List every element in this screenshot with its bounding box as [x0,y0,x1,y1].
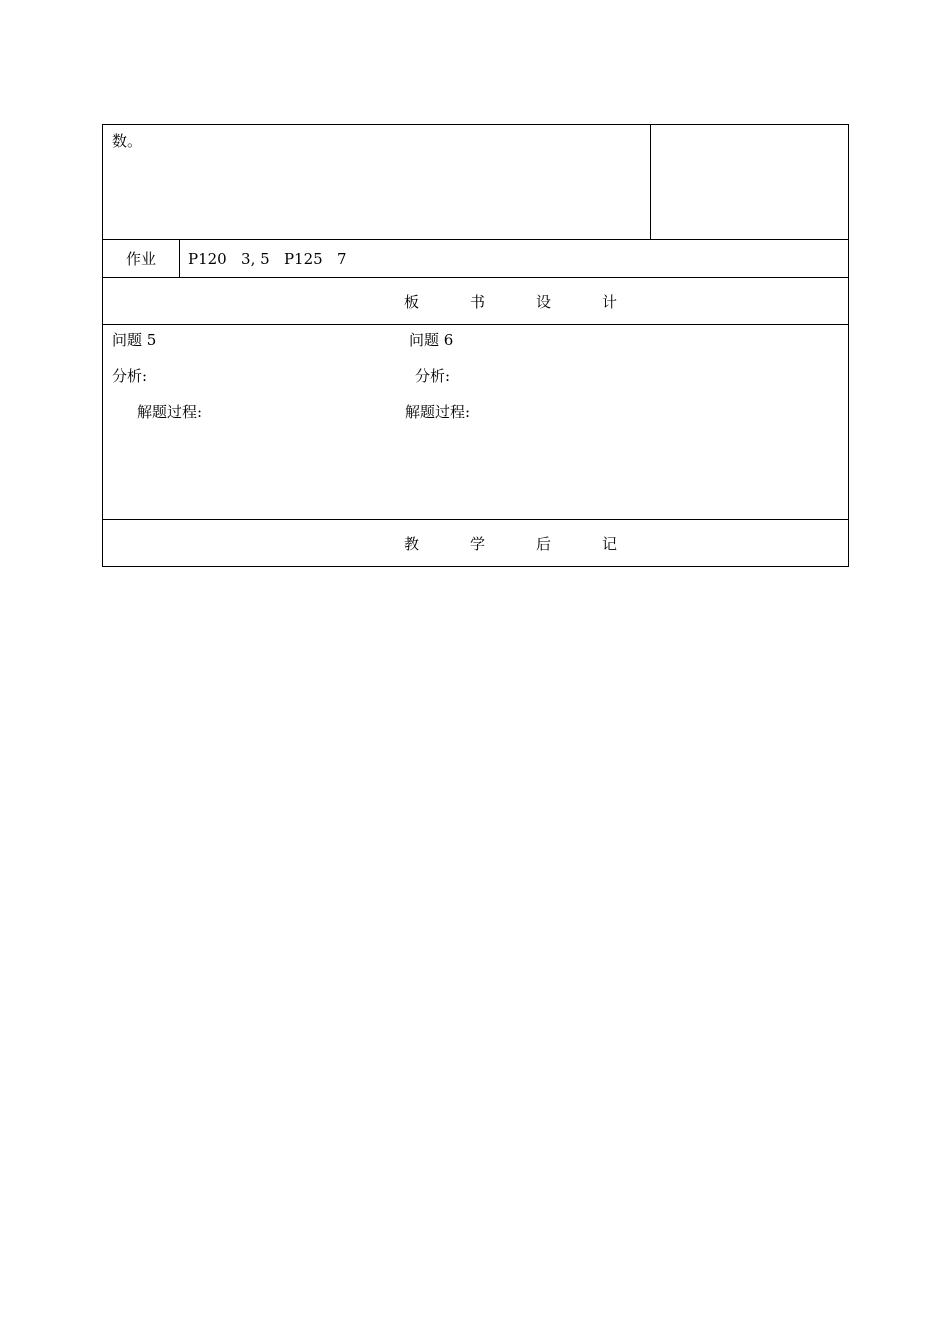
board-design-area [103,325,849,520]
board-design-heading [103,278,849,325]
content-cell [103,125,651,240]
heading-char: 板 [403,292,419,311]
heading-char: 学 [469,534,485,553]
heading-char: 设 [535,292,551,311]
heading-char: 教 [403,534,419,553]
q6-analysis: 分析: [415,367,451,385]
lesson-plan-table [102,124,849,567]
heading-char: 后 [535,534,551,553]
heading-char: 计 [601,292,617,311]
homework-content: P120 3, 5 P125 7 [180,240,849,278]
q6-title: 问题 6 [409,331,454,349]
teaching-notes-heading [103,520,849,567]
heading-char: 记 [601,534,617,553]
notes-cell [651,125,849,240]
q6-process: 解题过程: [405,403,471,421]
q5-title: 问题 5 [112,331,157,349]
q5-process: 解题过程: [137,403,203,421]
q5-analysis: 分析: [112,367,148,385]
content-text: 数。 [112,132,143,150]
heading-char: 书 [469,292,485,311]
homework-label: 作业 [103,240,180,278]
